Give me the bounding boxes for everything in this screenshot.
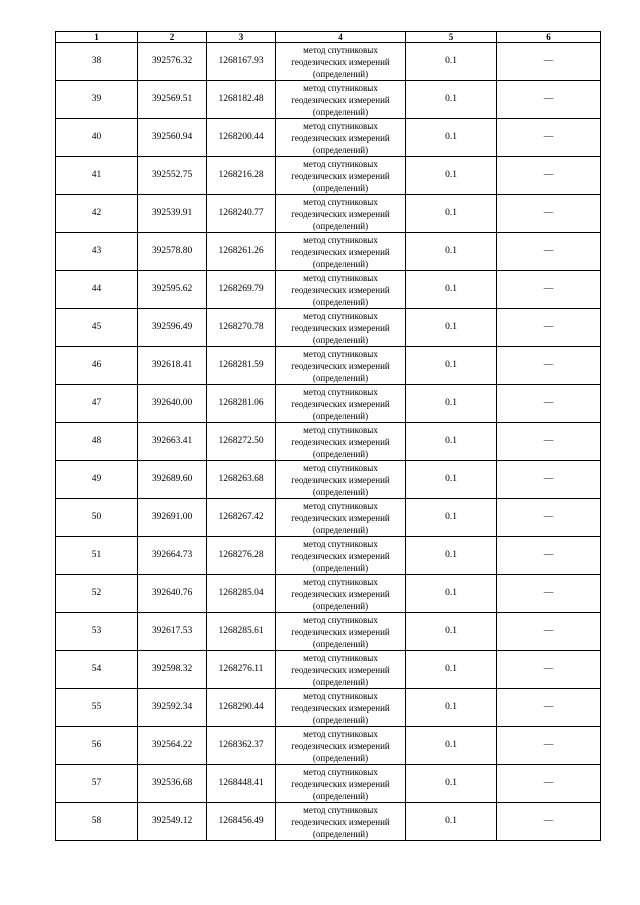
method-text-line: метод спутниковых xyxy=(303,82,378,93)
table-row xyxy=(56,271,601,309)
method-cell xyxy=(276,613,406,651)
accuracy-cell: 0.1 xyxy=(406,499,497,537)
y-coordinate-cell: 1268200.44 xyxy=(207,119,276,157)
method-text-line: геодезических измерений xyxy=(291,702,390,713)
method-text-line: (определений) xyxy=(312,828,369,839)
note-cell: — xyxy=(497,157,601,195)
note-cell: — xyxy=(497,499,601,537)
method-text-line: геодезических измерений xyxy=(291,740,390,751)
method-text-line: метод спутниковых xyxy=(303,766,378,777)
table-row xyxy=(56,309,601,347)
point-number-cell: 40 xyxy=(56,119,138,157)
method-text-line: (определений) xyxy=(312,676,369,687)
method-cell xyxy=(276,537,406,575)
y-coordinate-cell: 1268272.50 xyxy=(207,423,276,461)
y-coordinate-cell: 1268267.42 xyxy=(207,499,276,537)
table-row xyxy=(56,727,601,765)
method-text-line: метод спутниковых xyxy=(303,690,378,701)
method-cell xyxy=(276,575,406,613)
method-cell xyxy=(276,43,406,81)
method-cell xyxy=(276,423,406,461)
accuracy-cell: 0.1 xyxy=(406,765,497,803)
table-row xyxy=(56,81,601,119)
method-cell xyxy=(276,727,406,765)
point-number-cell: 56 xyxy=(56,727,138,765)
y-coordinate-cell: 1268281.06 xyxy=(207,385,276,423)
method-text-line: метод спутниковых xyxy=(303,310,378,321)
header-row xyxy=(56,32,601,43)
method-text-line: (определений) xyxy=(312,410,369,421)
method-text-line: метод спутниковых xyxy=(303,120,378,131)
method-text-line: метод спутниковых xyxy=(303,158,378,169)
method-text-line: (определений) xyxy=(312,334,369,345)
accuracy-cell: 0.1 xyxy=(406,613,497,651)
y-coordinate-cell: 1268285.04 xyxy=(207,575,276,613)
note-cell: — xyxy=(497,689,601,727)
method-text-line: метод спутниковых xyxy=(303,234,378,245)
note-cell: — xyxy=(497,423,601,461)
table-row xyxy=(56,651,601,689)
y-coordinate-cell: 1268281.59 xyxy=(207,347,276,385)
method-cell xyxy=(276,195,406,233)
method-text-line: метод спутниковых xyxy=(303,500,378,511)
y-coordinate-cell: 1268263.68 xyxy=(207,461,276,499)
y-coordinate-cell: 1268362.37 xyxy=(207,727,276,765)
accuracy-cell: 0.1 xyxy=(406,537,497,575)
x-coordinate-cell: 392640.76 xyxy=(138,575,207,613)
x-coordinate-cell: 392560.94 xyxy=(138,119,207,157)
method-text-line: (определений) xyxy=(312,258,369,269)
method-text-line: метод спутниковых xyxy=(303,386,378,397)
method-text-line: (определений) xyxy=(312,524,369,535)
point-number-cell: 42 xyxy=(56,195,138,233)
method-text-line: геодезических измерений xyxy=(291,246,390,257)
method-text-line: геодезических измерений xyxy=(291,626,390,637)
note-cell: — xyxy=(497,537,601,575)
accuracy-cell: 0.1 xyxy=(406,195,497,233)
method-text-line: метод спутниковых xyxy=(303,538,378,549)
method-cell xyxy=(276,651,406,689)
x-coordinate-cell: 392691.00 xyxy=(138,499,207,537)
note-cell: — xyxy=(497,309,601,347)
method-cell xyxy=(276,803,406,841)
method-text-line: геодезических измерений xyxy=(291,474,390,485)
accuracy-cell: 0.1 xyxy=(406,803,497,841)
x-coordinate-cell: 392576.32 xyxy=(138,43,207,81)
point-number-cell: 43 xyxy=(56,233,138,271)
method-text-line: (определений) xyxy=(312,714,369,725)
note-cell: — xyxy=(497,271,601,309)
method-cell xyxy=(276,461,406,499)
point-number-cell: 57 xyxy=(56,765,138,803)
point-number-cell: 45 xyxy=(56,309,138,347)
table-row xyxy=(56,537,601,575)
method-text-line: метод спутниковых xyxy=(303,196,378,207)
method-text-line: (определений) xyxy=(312,372,369,383)
method-text-line: (определений) xyxy=(312,296,369,307)
note-cell: — xyxy=(497,461,601,499)
method-text-line: метод спутниковых xyxy=(303,272,378,283)
method-cell xyxy=(276,499,406,537)
accuracy-cell: 0.1 xyxy=(406,575,497,613)
accuracy-cell: 0.1 xyxy=(406,119,497,157)
y-coordinate-cell: 1268270.78 xyxy=(207,309,276,347)
method-text-line: (определений) xyxy=(312,182,369,193)
accuracy-cell: 0.1 xyxy=(406,43,497,81)
coordinates-table xyxy=(55,31,601,841)
column-header-2: 2 xyxy=(138,32,207,43)
method-text-line: геодезических измерений xyxy=(291,56,390,67)
accuracy-cell: 0.1 xyxy=(406,271,497,309)
note-cell: — xyxy=(497,195,601,233)
method-text-line: (определений) xyxy=(312,638,369,649)
method-text-line: геодезических измерений xyxy=(291,588,390,599)
method-text-line: геодезических измерений xyxy=(291,512,390,523)
table-row xyxy=(56,461,601,499)
y-coordinate-cell: 1268276.28 xyxy=(207,537,276,575)
method-text-line: (определений) xyxy=(312,448,369,459)
method-cell xyxy=(276,765,406,803)
method-text-line: метод спутниковых xyxy=(303,652,378,663)
note-cell: — xyxy=(497,651,601,689)
column-header-6: 6 xyxy=(497,32,601,43)
x-coordinate-cell: 392663.41 xyxy=(138,423,207,461)
table-row xyxy=(56,689,601,727)
method-cell xyxy=(276,233,406,271)
note-cell: — xyxy=(497,43,601,81)
point-number-cell: 53 xyxy=(56,613,138,651)
note-cell: — xyxy=(497,613,601,651)
point-number-cell: 39 xyxy=(56,81,138,119)
method-text-line: геодезических измерений xyxy=(291,398,390,409)
x-coordinate-cell: 392618.41 xyxy=(138,347,207,385)
accuracy-cell: 0.1 xyxy=(406,651,497,689)
method-text-line: геодезических измерений xyxy=(291,208,390,219)
method-text-line: (определений) xyxy=(312,752,369,763)
accuracy-cell: 0.1 xyxy=(406,347,497,385)
x-coordinate-cell: 392592.34 xyxy=(138,689,207,727)
point-number-cell: 51 xyxy=(56,537,138,575)
method-text-line: геодезических измерений xyxy=(291,550,390,561)
x-coordinate-cell: 392640.00 xyxy=(138,385,207,423)
y-coordinate-cell: 1268167.93 xyxy=(207,43,276,81)
method-text-line: геодезических измерений xyxy=(291,778,390,789)
y-coordinate-cell: 1268269.79 xyxy=(207,271,276,309)
method-text-line: метод спутниковых xyxy=(303,576,378,587)
method-text-line: метод спутниковых xyxy=(303,614,378,625)
point-number-cell: 50 xyxy=(56,499,138,537)
column-header-4: 4 xyxy=(276,32,406,43)
x-coordinate-cell: 392552.75 xyxy=(138,157,207,195)
method-text-line: (определений) xyxy=(312,562,369,573)
accuracy-cell: 0.1 xyxy=(406,81,497,119)
accuracy-cell: 0.1 xyxy=(406,157,497,195)
table-row xyxy=(56,347,601,385)
method-text-line: геодезических измерений xyxy=(291,132,390,143)
table-body xyxy=(56,43,601,841)
table-header xyxy=(56,32,601,43)
method-text-line: геодезических измерений xyxy=(291,664,390,675)
method-cell xyxy=(276,309,406,347)
note-cell: — xyxy=(497,803,601,841)
point-number-cell: 46 xyxy=(56,347,138,385)
method-cell xyxy=(276,347,406,385)
note-cell: — xyxy=(497,765,601,803)
x-coordinate-cell: 392598.32 xyxy=(138,651,207,689)
accuracy-cell: 0.1 xyxy=(406,727,497,765)
point-number-cell: 55 xyxy=(56,689,138,727)
point-number-cell: 49 xyxy=(56,461,138,499)
table-row xyxy=(56,575,601,613)
note-cell: — xyxy=(497,81,601,119)
y-coordinate-cell: 1268276.11 xyxy=(207,651,276,689)
y-coordinate-cell: 1268456.49 xyxy=(207,803,276,841)
column-header-5: 5 xyxy=(406,32,497,43)
point-number-cell: 48 xyxy=(56,423,138,461)
table-row xyxy=(56,195,601,233)
method-text-line: (определений) xyxy=(312,600,369,611)
y-coordinate-cell: 1268182.48 xyxy=(207,81,276,119)
point-number-cell: 41 xyxy=(56,157,138,195)
table-row xyxy=(56,803,601,841)
note-cell: — xyxy=(497,575,601,613)
table-row xyxy=(56,119,601,157)
method-text-line: геодезических измерений xyxy=(291,94,390,105)
point-number-cell: 52 xyxy=(56,575,138,613)
table-row xyxy=(56,43,601,81)
x-coordinate-cell: 392536.68 xyxy=(138,765,207,803)
method-cell xyxy=(276,81,406,119)
x-coordinate-cell: 392689.60 xyxy=(138,461,207,499)
y-coordinate-cell: 1268290.44 xyxy=(207,689,276,727)
method-text-line: метод спутниковых xyxy=(303,804,378,815)
method-text-line: метод спутниковых xyxy=(303,44,378,55)
table-row xyxy=(56,233,601,271)
note-cell: — xyxy=(497,385,601,423)
point-number-cell: 44 xyxy=(56,271,138,309)
method-cell xyxy=(276,689,406,727)
x-coordinate-cell: 392664.73 xyxy=(138,537,207,575)
y-coordinate-cell: 1268285.61 xyxy=(207,613,276,651)
table-row xyxy=(56,157,601,195)
method-text-line: метод спутниковых xyxy=(303,462,378,473)
x-coordinate-cell: 392564.22 xyxy=(138,727,207,765)
accuracy-cell: 0.1 xyxy=(406,461,497,499)
note-cell: — xyxy=(497,119,601,157)
point-number-cell: 47 xyxy=(56,385,138,423)
method-text-line: метод спутниковых xyxy=(303,348,378,359)
accuracy-cell: 0.1 xyxy=(406,233,497,271)
y-coordinate-cell: 1268240.77 xyxy=(207,195,276,233)
table-row xyxy=(56,499,601,537)
column-header-1: 1 xyxy=(56,32,138,43)
x-coordinate-cell: 392539.91 xyxy=(138,195,207,233)
method-cell xyxy=(276,385,406,423)
method-text-line: геодезических измерений xyxy=(291,816,390,827)
y-coordinate-cell: 1268448.41 xyxy=(207,765,276,803)
note-cell: — xyxy=(497,347,601,385)
method-cell xyxy=(276,157,406,195)
point-number-cell: 58 xyxy=(56,803,138,841)
method-text-line: геодезических измерений xyxy=(291,284,390,295)
x-coordinate-cell: 392549.12 xyxy=(138,803,207,841)
method-text-line: геодезических измерений xyxy=(291,360,390,371)
table-row xyxy=(56,423,601,461)
method-text-line: метод спутниковых xyxy=(303,728,378,739)
accuracy-cell: 0.1 xyxy=(406,309,497,347)
y-coordinate-cell: 1268216.28 xyxy=(207,157,276,195)
method-text-line: (определений) xyxy=(312,486,369,497)
x-coordinate-cell: 392595.62 xyxy=(138,271,207,309)
method-text-line: геодезических измерений xyxy=(291,436,390,447)
table-row xyxy=(56,385,601,423)
method-text-line: геодезических измерений xyxy=(291,322,390,333)
y-coordinate-cell: 1268261.26 xyxy=(207,233,276,271)
x-coordinate-cell: 392617.53 xyxy=(138,613,207,651)
method-text-line: метод спутниковых xyxy=(303,424,378,435)
note-cell: — xyxy=(497,233,601,271)
x-coordinate-cell: 392596.49 xyxy=(138,309,207,347)
method-text-line: (определений) xyxy=(312,106,369,117)
method-text-line: геодезических измерений xyxy=(291,170,390,181)
method-cell xyxy=(276,119,406,157)
x-coordinate-cell: 392569.51 xyxy=(138,81,207,119)
table-row xyxy=(56,765,601,803)
x-coordinate-cell: 392578.80 xyxy=(138,233,207,271)
point-number-cell: 54 xyxy=(56,651,138,689)
column-header-3: 3 xyxy=(207,32,276,43)
point-number-cell: 38 xyxy=(56,43,138,81)
method-text-line: (определений) xyxy=(312,144,369,155)
accuracy-cell: 0.1 xyxy=(406,689,497,727)
method-text-line: (определений) xyxy=(312,68,369,79)
method-text-line: (определений) xyxy=(312,790,369,801)
note-cell: — xyxy=(497,727,601,765)
accuracy-cell: 0.1 xyxy=(406,385,497,423)
method-text-line: (определений) xyxy=(312,220,369,231)
method-cell xyxy=(276,271,406,309)
accuracy-cell: 0.1 xyxy=(406,423,497,461)
table-row xyxy=(56,613,601,651)
